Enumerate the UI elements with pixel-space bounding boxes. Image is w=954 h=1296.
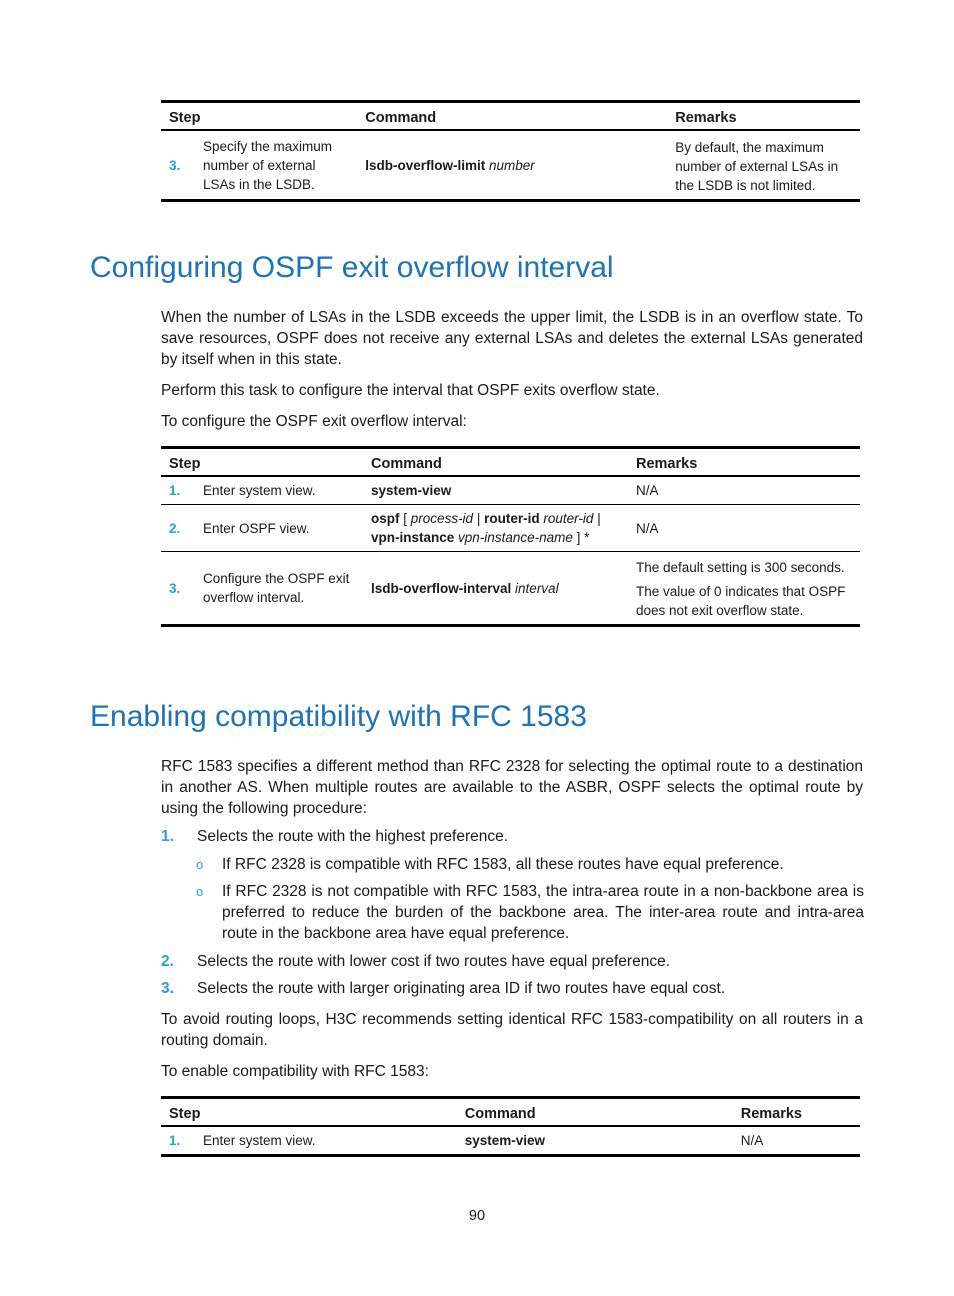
table-lsdb-limit bbox=[161, 100, 860, 202]
step-description: Specify the maximum number of external LSAs in the LSDB. bbox=[203, 138, 333, 192]
col-step: Step bbox=[161, 448, 363, 477]
step-number: 3. bbox=[169, 157, 181, 173]
step-number: 1. bbox=[169, 483, 181, 498]
heading-rfc1583: Enabling compatibility with RFC 1583 bbox=[90, 700, 587, 733]
heading-exit-overflow: Configuring OSPF exit overflow interval bbox=[90, 251, 614, 284]
command: system-view bbox=[371, 483, 452, 498]
col-step: Step bbox=[161, 1098, 457, 1127]
col-remarks: Remarks bbox=[733, 1098, 860, 1127]
bullet-icon: o bbox=[196, 857, 204, 872]
table-row bbox=[161, 552, 860, 626]
page-number: 90 bbox=[468, 1208, 486, 1224]
paragraph: To avoid routing loops, H3C recommends setting identical RFC 1583-compatibility on all routers in a routing domain. bbox=[161, 1011, 863, 1049]
table-row bbox=[161, 505, 860, 552]
remarks: N/A bbox=[628, 505, 860, 552]
paragraph: RFC 1583 specifies a different method than RFC 2328 for selecting the optimal route to a destination in another AS. When multiple routes are available to the ASBR, OSPF selects the optimal route by using the following procedure: bbox=[161, 758, 863, 817]
step-number: 2. bbox=[161, 505, 185, 552]
paragraph: Perform this task to configure the interval that OSPF exits overflow state. bbox=[161, 382, 660, 399]
col-remarks: Remarks bbox=[667, 102, 860, 131]
step-description: Enter system view. bbox=[203, 483, 316, 498]
step-number: 3. bbox=[161, 552, 185, 626]
remarks: N/A bbox=[636, 483, 659, 498]
step-description: Enter OSPF view. bbox=[185, 505, 363, 552]
remarks: By default, the maximum number of external LSAs in the LSDB is not limited. bbox=[675, 140, 839, 193]
table-row bbox=[161, 476, 860, 505]
paragraph: To enable compatibility with RFC 1583: bbox=[161, 1063, 429, 1080]
remarks: The default setting is 300 seconds. The value of 0 indicates that OSPF does not exit overflow state. bbox=[628, 552, 860, 626]
bullet-icon: o bbox=[196, 884, 204, 899]
table-exit-overflow bbox=[161, 446, 860, 627]
command: lsdb-overflow-limit number bbox=[365, 157, 535, 173]
command: system-view bbox=[464, 1133, 546, 1148]
remarks: N/A bbox=[740, 1133, 764, 1148]
command: ospf [ process-id | router-id router-id | vpn-instance vpn-instance-name ] * bbox=[363, 505, 628, 552]
table-rfc1583 bbox=[161, 1096, 860, 1157]
paragraph: When the number of LSAs in the LSDB exceeds the upper limit, the LSDB is in an overflow state. To save resources, OSPF does not receive any external LSAs and deletes the external LSAs generated by itself when in this state. bbox=[161, 309, 863, 368]
table-row bbox=[161, 130, 860, 201]
col-step: Step bbox=[161, 102, 357, 131]
col-remarks: Remarks bbox=[628, 448, 860, 477]
step-description: Configure the OSPF exit overflow interval. bbox=[185, 552, 363, 626]
col-command: Command bbox=[363, 448, 628, 477]
step-number: 1. bbox=[169, 1133, 181, 1148]
col-command: Command bbox=[457, 1098, 733, 1127]
paragraph: To configure the OSPF exit overflow interval: bbox=[161, 413, 467, 430]
command: lsdb-overflow-interval interval bbox=[363, 552, 628, 626]
step-description: Enter system view. bbox=[203, 1133, 316, 1148]
col-command: Command bbox=[357, 102, 667, 131]
table-row bbox=[161, 1126, 860, 1156]
